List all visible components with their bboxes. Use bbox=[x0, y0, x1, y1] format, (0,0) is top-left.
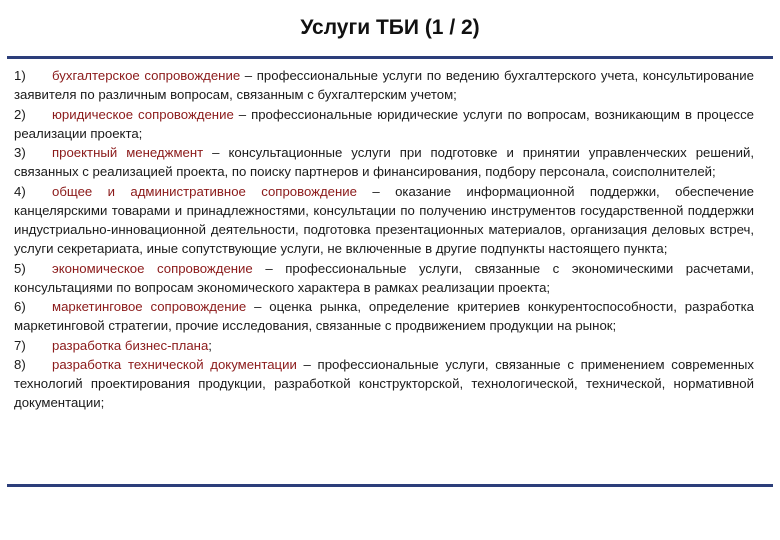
item-term: разработка бизнес-плана bbox=[52, 337, 209, 353]
item-term: разработка технической документации bbox=[52, 356, 297, 372]
item-description: – профессиональные юридические услуги по вопросам, возникающим в процессе реализации проекта; bbox=[14, 106, 754, 141]
list-item bbox=[14, 355, 754, 413]
item-term: экономическое сопровождение bbox=[52, 260, 253, 276]
list-item bbox=[14, 105, 754, 144]
item-term: общее и административное сопровождение bbox=[52, 183, 357, 199]
item-term: юридическое сопровождение bbox=[52, 106, 234, 122]
item-term: маркетинговое сопровождение bbox=[52, 299, 247, 314]
item-number: 3) bbox=[14, 145, 26, 160]
top-divider bbox=[7, 56, 773, 59]
item-description: – оценка рынка, определение критериев конкурентоспособности, разработка маркетинговой стратегии, прочие исследования, связанные с продвижением продукции на рынок; bbox=[14, 299, 755, 334]
item-number: 8) bbox=[14, 356, 26, 372]
item-description: – профессиональные услуги, связанные с применением современных технологий проектирования продукции, разработкой конструкторской, технологической, технической, нормативной документации; bbox=[14, 356, 754, 411]
item-description: – оказание информационной поддержки, обеспечение канцелярскими товарами и принадлежностями, консультации по получению инструментов государственной поддержки индустриально-инновационной деятельности, подготовка презентационных материалов, организация деловых встреч, услуги секретариата, иные сопутствующие услуги, не включенные в другие подпункты настоящего пункта; bbox=[14, 183, 754, 257]
item-description: ; bbox=[208, 337, 212, 353]
item-description: – профессиональные услуги по ведению бухгалтерского учета, консультирование заявителя по различным вопросам, связанным с бухгалтерским учетом; bbox=[14, 68, 755, 103]
list-item bbox=[14, 297, 754, 336]
list-item bbox=[14, 182, 754, 259]
slide-title: Услуги ТБИ (1 / 2) bbox=[300, 16, 480, 39]
item-term: проектный менеджмент bbox=[52, 145, 204, 160]
item-term: бухгалтерское сопровождение bbox=[52, 68, 241, 83]
list-item bbox=[14, 66, 754, 105]
bottom-divider bbox=[7, 484, 773, 487]
list-item bbox=[14, 259, 754, 298]
item-number: 4) bbox=[14, 183, 26, 199]
item-number: 7) bbox=[14, 337, 26, 353]
item-number: 2) bbox=[14, 106, 26, 122]
list-item bbox=[14, 336, 754, 355]
list-item bbox=[14, 143, 754, 182]
item-number: 5) bbox=[14, 260, 26, 276]
services-list bbox=[14, 66, 754, 413]
item-description: – консультационные услуги при подготовке и принятии управленческих решений, связанных с реализацией проекта, по поиску партнеров и финансирования, подбору персонала, соисполнителей; bbox=[14, 145, 754, 180]
item-number: 1) bbox=[14, 68, 26, 83]
item-number: 6) bbox=[14, 299, 26, 314]
item-description: – профессиональные услуги, связанные с экономическими расчетами, консультациями по вопросам экономического характера в рамках реализации проекта; bbox=[14, 260, 755, 295]
